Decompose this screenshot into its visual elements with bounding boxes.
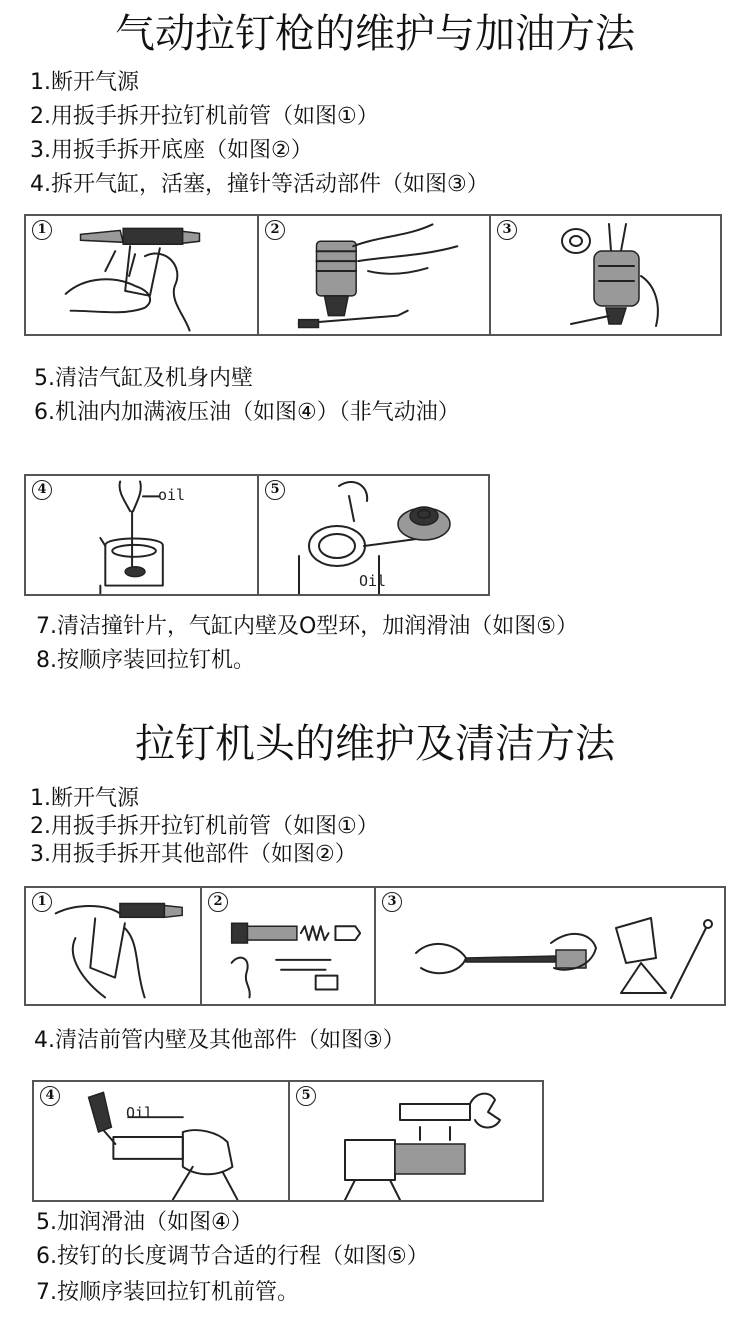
oil-label: oil [158,486,186,504]
figure-number-badge: 5 [296,1086,316,1106]
adjust-stroke-illustration [290,1082,546,1200]
s1-figure-strip-a [24,214,722,336]
section2-title: 拉钉机头的维护及清洁方法 [135,721,615,767]
rivet-gun-base-illustration [259,216,489,334]
figure-number-badge: 2 [265,220,285,240]
s1-figure-3 [491,216,724,334]
section1-title: 气动拉钉枪的维护与加油方法 [115,11,635,57]
figure-number-badge: 4 [32,480,52,500]
s2-step-2: 2.用扳手拆开拉钉机前管（如图①） [30,814,379,839]
s1-figure-4 [26,476,259,594]
s2-step-4: 4.清洁前管内壁及其他部件（如图③） [34,1028,405,1053]
s2-step-6: 6.按钉的长度调节合适的行程（如图⑤） [36,1244,429,1269]
s2-figure-2 [202,888,376,1004]
s1-figure-1 [26,216,259,334]
oil-label: Oil [126,1104,154,1122]
s2-step-1: 1.断开气源 [30,786,139,811]
s1-step-1: 1.断开气源 [30,70,139,95]
s2-step-7: 7.按顺序装回拉钉机前管。 [36,1280,299,1305]
clean-front-tube-illustration [376,888,728,1004]
figure-number-badge: 3 [497,220,517,240]
s1-step-8: 8.按顺序装回拉钉机。 [36,648,255,673]
s1-figure-strip-b [24,474,490,596]
s2-figure-strip-a [24,886,726,1006]
s2-figure-strip-b [32,1080,544,1202]
s1-step-7: 7.清洁撞针片，气缸内壁及O型环，加润滑油（如图⑤） [36,614,579,639]
s1-step-5: 5.清洁气缸及机身内壁 [34,366,253,391]
rivet-head-front-tube-illustration [26,888,200,1004]
s1-figure-5 [259,476,492,594]
s2-figure-1 [26,888,202,1004]
s2-step-3: 3.用扳手拆开其他部件（如图②） [30,842,357,867]
fill-hydraulic-oil-illustration [26,476,257,594]
s2-figure-3 [376,888,728,1004]
s2-step-5: 5.加润滑油（如图④） [36,1210,253,1235]
figure-number-badge: 4 [40,1086,60,1106]
rivet-gun-front-tube-illustration [26,216,257,334]
cylinder-piston-disassembly-illustration [491,216,724,334]
figure-number-badge: 2 [208,892,228,912]
s2-figure-4 [34,1082,290,1200]
rivet-head-parts-illustration [202,888,374,1004]
s2-figure-5 [290,1082,546,1200]
s1-step-6: 6.机油内加满液压油（如图④）（非气动油） [34,400,460,425]
figure-number-badge: 1 [32,220,52,240]
figure-number-badge: 3 [382,892,402,912]
s1-step-2: 2.用扳手拆开拉钉机前管（如图①） [30,104,379,129]
s1-figure-2 [259,216,491,334]
s1-step-3: 3.用扳手拆开底座（如图②） [30,138,313,163]
oil-label: Oil [359,572,387,590]
add-lubricating-oil-illustration [34,1082,288,1200]
s1-step-4: 4.拆开气缸，活塞，撞针等活动部件（如图③） [30,172,489,197]
figure-number-badge: 5 [265,480,285,500]
figure-number-badge: 1 [32,892,52,912]
